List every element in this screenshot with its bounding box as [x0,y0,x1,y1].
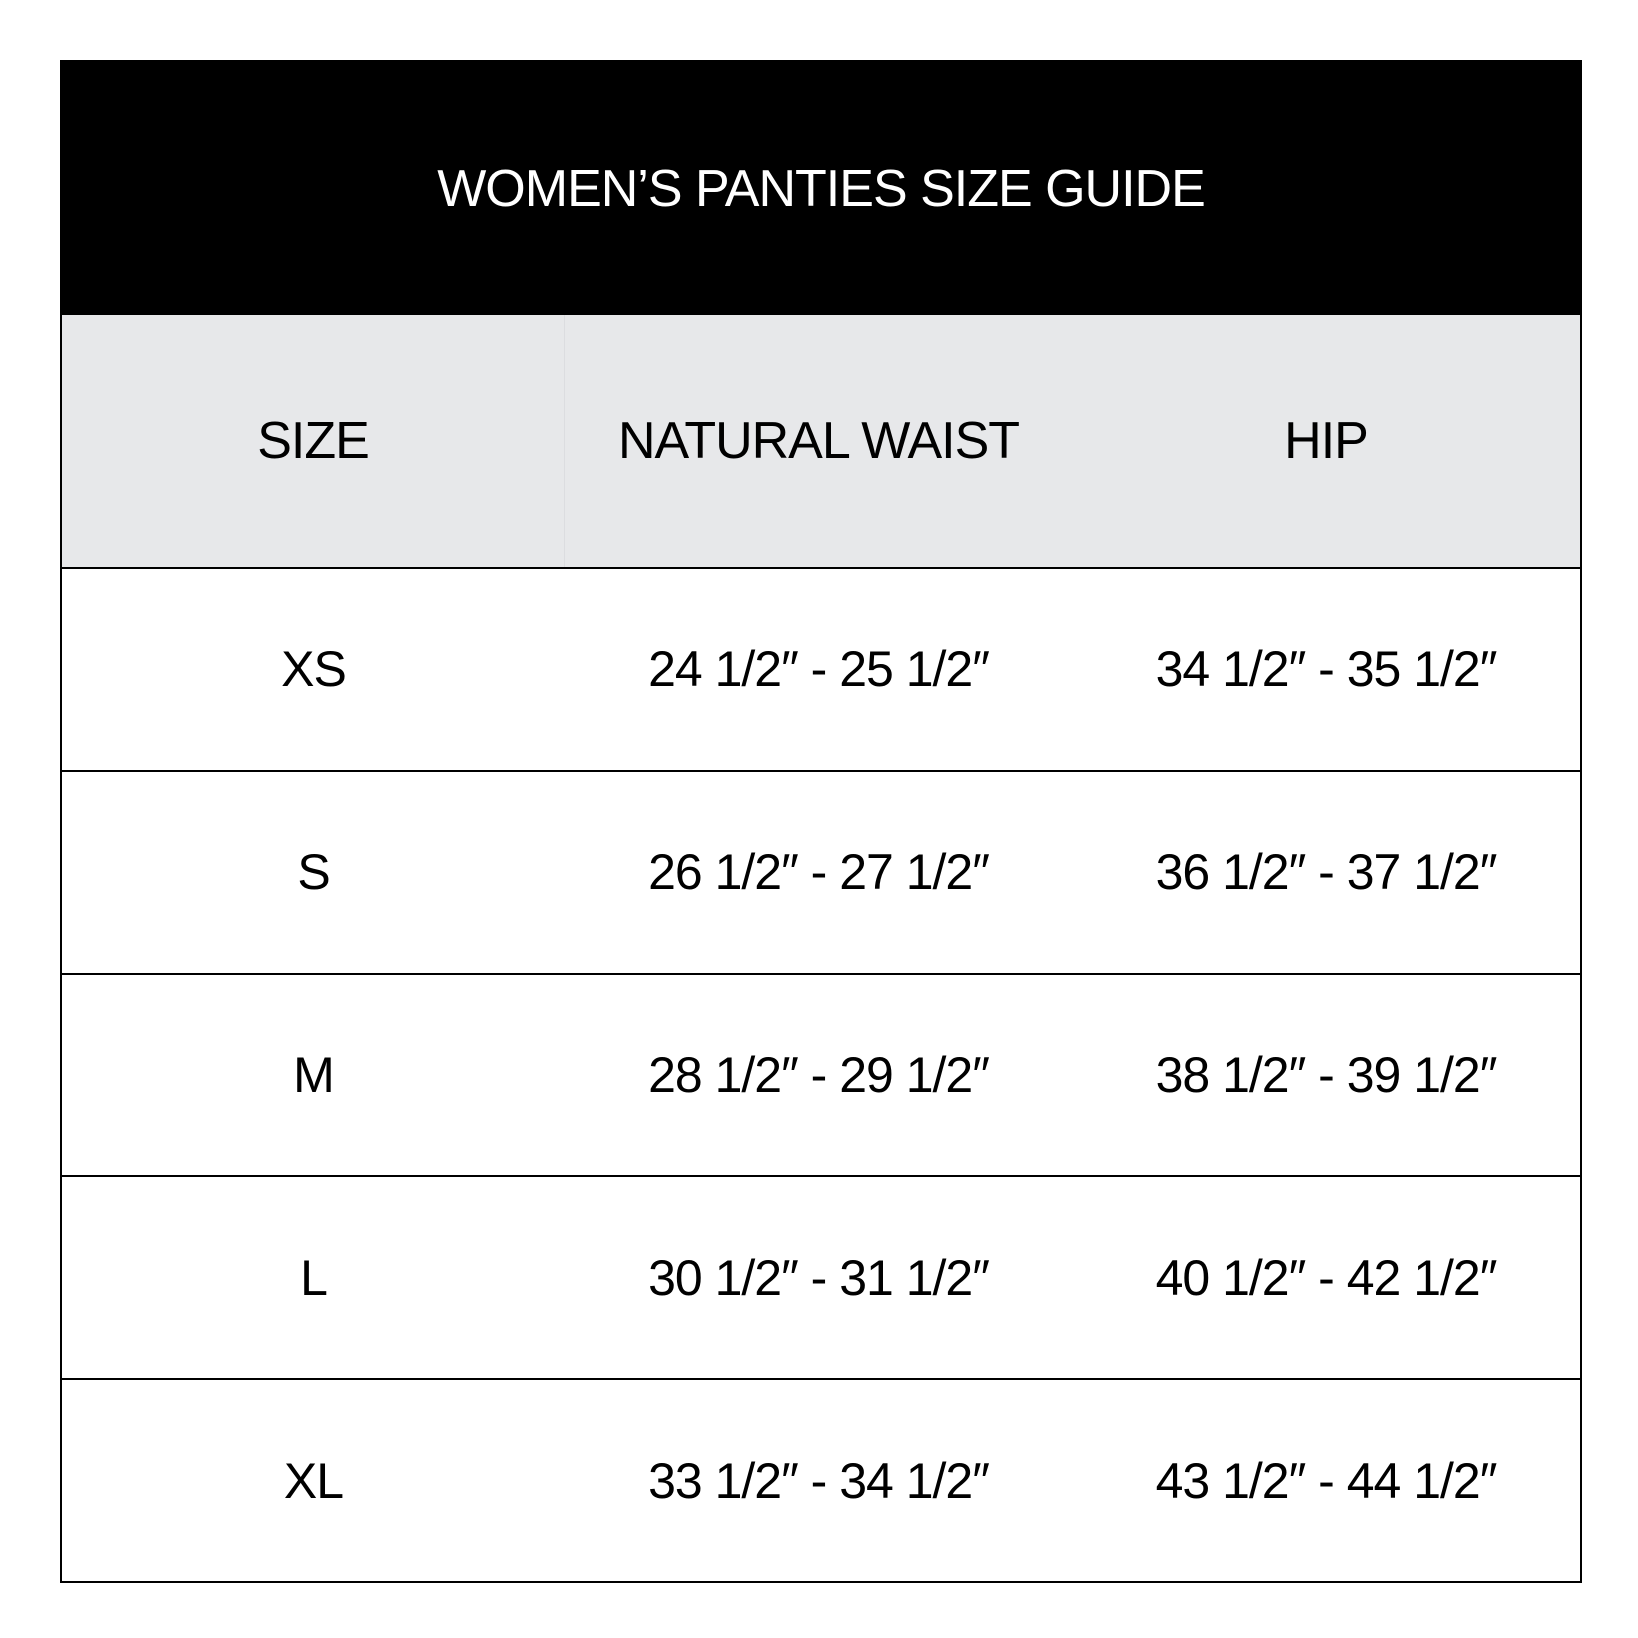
title-bar [62,62,1580,315]
hip-cell: 43 1/2″ - 44 1/2″ [1155,1452,1497,1509]
size-cell: M [293,1046,334,1103]
waist-cell: 30 1/2″ - 31 1/2″ [648,1249,989,1306]
waist-cell: 33 1/2″ - 34 1/2″ [648,1452,989,1509]
hip-cell: 34 1/2″ - 35 1/2″ [1155,641,1497,698]
size-guide-table [60,60,1582,1583]
waist-cell: 24 1/2″ - 25 1/2″ [648,641,989,698]
size-cell: S [297,844,330,901]
size-guide-title: WOMEN’S PANTIES SIZE GUIDE [437,159,1205,218]
header-hip: HIP [1284,412,1368,470]
size-cell: L [300,1249,327,1306]
waist-cell: 28 1/2″ - 29 1/2″ [648,1046,989,1103]
waist-cell: 26 1/2″ - 27 1/2″ [648,844,989,901]
table-row [62,1380,1580,1581]
table-row [62,1177,1580,1380]
table-header-row [62,315,1580,569]
table-body [62,569,1580,1581]
table-row [62,772,1580,975]
size-cell: XS [281,641,346,698]
hip-cell: 36 1/2″ - 37 1/2″ [1155,844,1497,901]
table-row [62,569,1580,772]
header-natural-waist: NATURAL WAIST [617,412,1020,470]
size-cell: XL [283,1452,344,1509]
header-size: SIZE [62,315,565,567]
hip-cell: 40 1/2″ - 42 1/2″ [1155,1249,1497,1306]
hip-cell: 38 1/2″ - 39 1/2″ [1155,1046,1497,1103]
table-row [62,975,1580,1178]
